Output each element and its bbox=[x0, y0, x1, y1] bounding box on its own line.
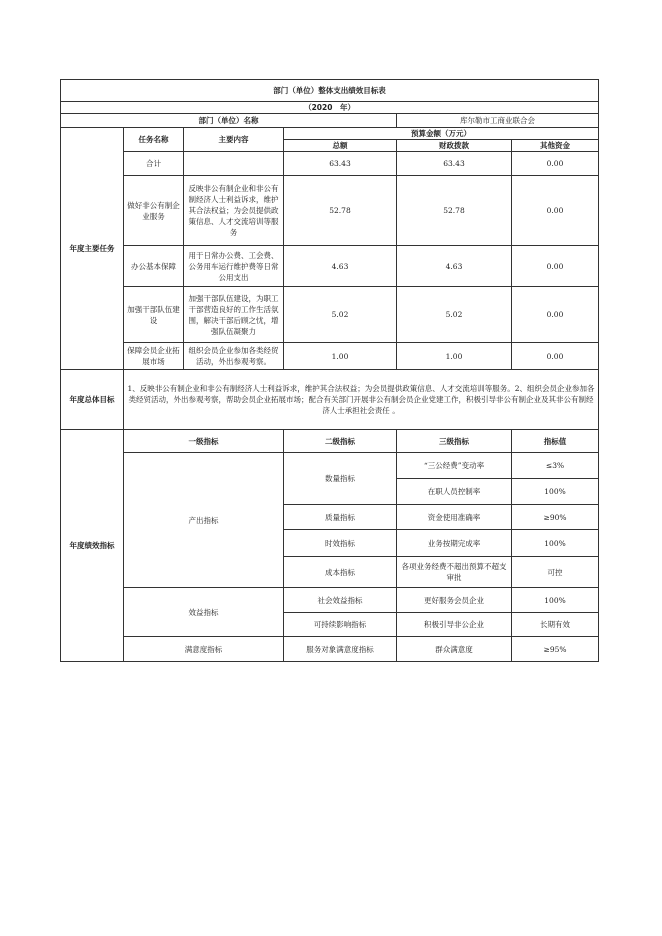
indicators-label: 年度绩效指标 bbox=[61, 430, 124, 662]
indicator-value: 可控 bbox=[512, 557, 599, 588]
cost-indicator: 成本指标 bbox=[284, 557, 397, 588]
level3-item: 群众满意度 bbox=[397, 637, 512, 662]
task-content: 组织会员企业参加各类经贸活动，外出参观考察。 bbox=[184, 343, 284, 370]
performance-target-table bbox=[60, 79, 599, 662]
table-row bbox=[61, 246, 599, 287]
indicator-value: ≤3% bbox=[512, 453, 599, 479]
level3-header: 三级指标 bbox=[397, 430, 512, 453]
task-total: 4.63 bbox=[284, 246, 397, 287]
task-fiscal: 4.63 bbox=[397, 246, 512, 287]
table-row bbox=[61, 588, 599, 613]
satisfaction-indicator: 满意度指标 bbox=[124, 637, 284, 662]
annual-goal-label: 年度总体目标 bbox=[61, 370, 124, 430]
annual-tasks-label: 年度主要任务 bbox=[61, 128, 124, 370]
indicator-value: 100% bbox=[512, 530, 599, 557]
fiscal-header: 财政拨款 bbox=[397, 140, 512, 152]
task-total: 52.78 bbox=[284, 176, 397, 246]
quality-indicator: 质量指标 bbox=[284, 505, 397, 530]
task-name: 保障会员企业拓展市场 bbox=[124, 343, 184, 370]
dept-name-value: 库尔勒市工商业联合会 bbox=[397, 114, 599, 128]
main-content-header: 主要内容 bbox=[184, 128, 284, 152]
benefit-indicator: 效益指标 bbox=[124, 588, 284, 637]
task-name: 合计 bbox=[124, 152, 184, 176]
level1-header: 一级指标 bbox=[124, 430, 284, 453]
value-header: 指标值 bbox=[512, 430, 599, 453]
task-other: 0.00 bbox=[512, 246, 599, 287]
table-row bbox=[61, 453, 599, 479]
other-header: 其他资金 bbox=[512, 140, 599, 152]
timeliness-indicator: 时效指标 bbox=[284, 530, 397, 557]
task-fiscal: 52.78 bbox=[397, 176, 512, 246]
level3-item: 业务按期完成率 bbox=[397, 530, 512, 557]
level3-item: 积极引导非公企业 bbox=[397, 613, 512, 637]
task-fiscal: 1.00 bbox=[397, 343, 512, 370]
task-other: 0.00 bbox=[512, 287, 599, 343]
task-other: 0.00 bbox=[512, 176, 599, 246]
task-name: 做好非公有制企业服务 bbox=[124, 176, 184, 246]
task-other: 0.00 bbox=[512, 343, 599, 370]
indicator-value: ≥95% bbox=[512, 637, 599, 662]
level3-item: 在职人员控制率 bbox=[397, 479, 512, 505]
table-row bbox=[61, 637, 599, 662]
level3-item: “三公经费”变动率 bbox=[397, 453, 512, 479]
social-benefit-indicator: 社会效益指标 bbox=[284, 588, 397, 613]
table-title: 部门（单位）整体支出绩效目标表 bbox=[61, 80, 599, 102]
table-row bbox=[61, 152, 599, 176]
indicator-value: 长期有效 bbox=[512, 613, 599, 637]
budget-header: 预算金额（万元） bbox=[284, 128, 599, 140]
task-content: 反映非公有制企业和非公有制经济人士利益诉求，维护其合法权益；为会员提供政策信息、人才交流培训等服务 bbox=[184, 176, 284, 246]
table-row bbox=[61, 287, 599, 343]
task-content: 加强干部队伍建设，为职工干部营造良好的工作生活氛围，解决干部后顾之忧，增强队伍凝聚力 bbox=[184, 287, 284, 343]
indicator-value: 100% bbox=[512, 588, 599, 613]
task-total: 5.02 bbox=[284, 287, 397, 343]
task-content bbox=[184, 152, 284, 176]
level2-header: 二级指标 bbox=[284, 430, 397, 453]
dept-name-label: 部门（单位）名称 bbox=[61, 114, 397, 128]
task-name-header: 任务名称 bbox=[124, 128, 184, 152]
task-fiscal: 63.43 bbox=[397, 152, 512, 176]
task-content: 用于日常办公费、工会费、公务用车运行维护费等日常公用支出 bbox=[184, 246, 284, 287]
level3-item: 更好服务会员企业 bbox=[397, 588, 512, 613]
task-total: 63.43 bbox=[284, 152, 397, 176]
task-name: 加强干部队伍建设 bbox=[124, 287, 184, 343]
task-total: 1.00 bbox=[284, 343, 397, 370]
sustain-indicator: 可持续影响指标 bbox=[284, 613, 397, 637]
total-header: 总额 bbox=[284, 140, 397, 152]
output-indicator: 产出指标 bbox=[124, 453, 284, 588]
quantity-indicator: 数量指标 bbox=[284, 453, 397, 505]
table-row bbox=[61, 176, 599, 246]
indicator-value: 100% bbox=[512, 479, 599, 505]
annual-goal-text: 1、反映非公有制企业和非公有制经济人士利益诉求，维护其合法权益；为会员提供政策信息、人才交流培训等服务。2、组织会员企业参加各类经贸活动，外出参观考察，帮助会员企业拓展市场；配合有关部门开展非公有制会员企业党建工作，积极引导非公有制企业及其非公有制经济人士承担社会责任 。 bbox=[124, 370, 599, 430]
level3-item: 各项业务经费不超出预算不超支审批 bbox=[397, 557, 512, 588]
task-fiscal: 5.02 bbox=[397, 287, 512, 343]
task-name: 办公基本保障 bbox=[124, 246, 184, 287]
task-other: 0.00 bbox=[512, 152, 599, 176]
table-row bbox=[61, 343, 599, 370]
year-row: （2020 年） bbox=[61, 102, 599, 114]
indicator-value: ≥90% bbox=[512, 505, 599, 530]
service-satisfaction-indicator: 服务对象满意度指标 bbox=[284, 637, 397, 662]
level3-item: 资金使用准确率 bbox=[397, 505, 512, 530]
